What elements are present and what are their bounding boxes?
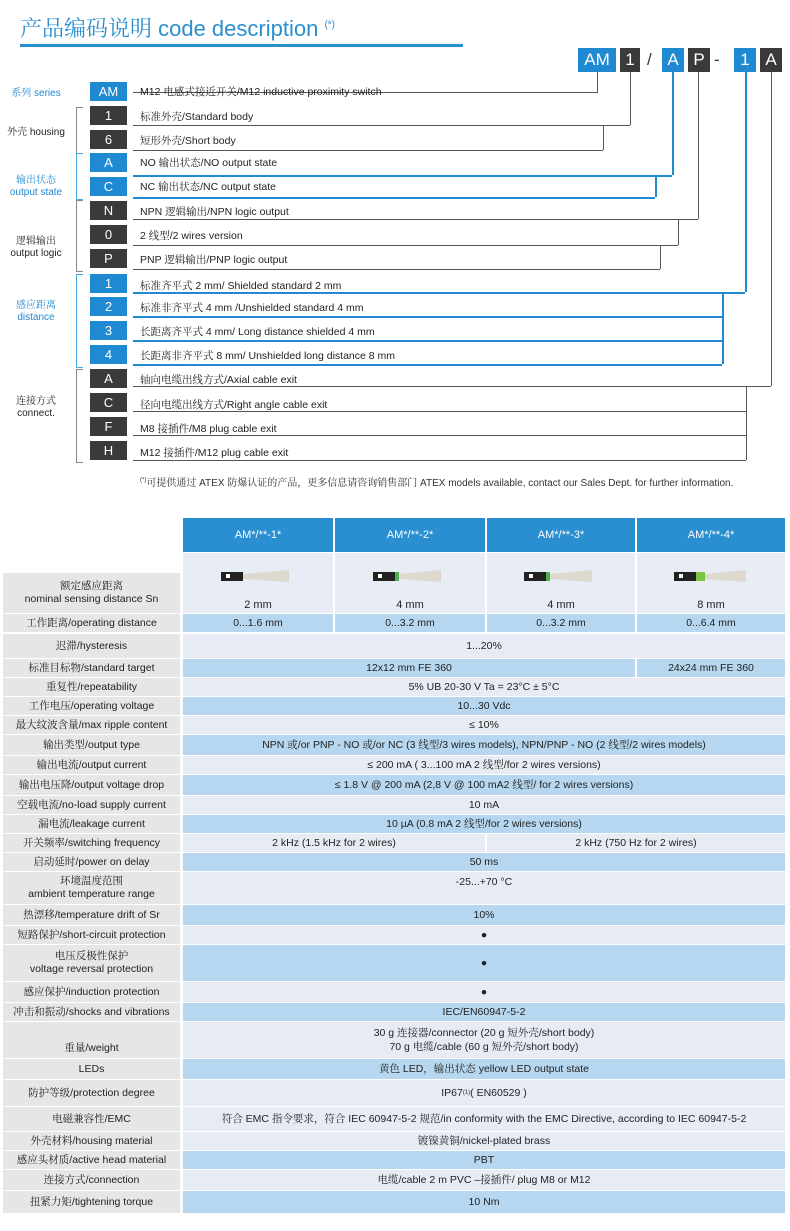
connector-distance-2-4 [722, 292, 724, 364]
code-output-state-box: A [662, 48, 684, 72]
protection-label: 防护等级/protection degree [3, 1080, 180, 1106]
drift-label: 热漂移/temperature drift of Sr [3, 905, 180, 925]
hysteresis-value: 1...20% [183, 634, 785, 658]
row-code-state-c: C [90, 177, 127, 196]
row-text-distance-2: 标准非齐平式 4 mm /Unshielded standard 4 mm [140, 302, 364, 314]
sensor-shielded-long-icon [522, 569, 600, 583]
row-line-distance-1 [133, 292, 745, 294]
housing-material-label: 外壳材料/housing material [3, 1132, 180, 1150]
sensing-cell-2 [335, 553, 485, 613]
noload-label: 空载电流/no-load supply current [3, 796, 180, 814]
emc-value: 符合 EMC 指令要求，符合 IEC 60947-5-2 规范/in conformity with the EMC Directive, according to IEC 60947-5-2 [183, 1107, 785, 1131]
torque-value: 10 Nm [183, 1191, 785, 1213]
sensor-unshielded-icon [371, 569, 449, 583]
voltage-label: 工作电压/operating voltage [3, 697, 180, 715]
ripple-label: 最大纹波含量/max ripple content [3, 716, 180, 734]
code-separator-slash: / [647, 50, 652, 69]
code-output-logic-box: P [688, 48, 710, 72]
output-type-value: NPN 或/or PNP - NO 或/or NC (3 线型/3 wires models), NPN/PNP - NO (2 线型/2 wires models) [183, 735, 785, 755]
row-line-housing-6 [133, 150, 603, 151]
leds-value: 黄色 LED，输出状态 yellow LED output state [183, 1059, 785, 1079]
group-label-output-logic: 逻辑输出 output logic [10, 236, 62, 259]
frequency-value-b: 2 kHz (750 Hz for 2 wires) [487, 834, 785, 852]
row-code-connect-f: F [90, 417, 127, 436]
repeatability-label: 重复性/repeatability [3, 678, 180, 696]
row-line-state-c [133, 197, 655, 199]
short-circuit-label: 短路保护/short-circuit protection [3, 926, 180, 944]
ripple-value: ≤ 10% [183, 716, 785, 734]
connector-distance-1 [745, 72, 747, 292]
bracket-output-state [76, 153, 83, 200]
bracket-housing [76, 107, 83, 154]
row-text-connect-a: 轴向电缆出线方式/Axial cable exit [140, 374, 297, 386]
code-distance-box: 1 [734, 48, 756, 72]
group-label-series: 系列 series [11, 88, 61, 99]
connector-housing-6 [603, 125, 604, 150]
sensing-distance-label: 额定感应距离 nominal sensing distance Sn [3, 573, 180, 613]
row-code-distance-3: 3 [90, 321, 127, 340]
leakage-value: 10 µA (0.8 mA 2 线型/for 2 wires versions) [183, 815, 785, 833]
connector-logic-p [660, 245, 661, 269]
column-header-2: AM*/**-2* [335, 518, 485, 552]
code-separator-dash: - [714, 50, 720, 69]
frequency-value-a: 2 kHz (1.5 kHz for 2 wires) [183, 834, 485, 852]
connector-series [597, 72, 598, 92]
row-code-connect-c: C [90, 393, 127, 412]
row-text-housing-1: 标准外壳/Standard body [140, 111, 254, 123]
page-title: 产品编码说明 code description (*) [20, 16, 336, 41]
row-text-logic-n: NPN 逻辑输出/NPN logic output [140, 206, 289, 218]
bracket-output-logic [76, 200, 83, 272]
head-material-value: PBT [183, 1151, 785, 1169]
row-text-connect-h: M12 接插件/M12 plug cable exit [140, 447, 289, 459]
sensing-value-2: 4 mm [396, 599, 424, 611]
row-line-connect-c [133, 411, 746, 412]
reversal-label: 电压反极性保护 voltage reversal protection [3, 945, 180, 981]
protection-value: IP67 (1) ( EN60529 ) [183, 1080, 785, 1106]
induction-value: ● [183, 982, 785, 1002]
connector-connect-c-h [746, 386, 747, 460]
sensor-unshielded-long-icon [672, 569, 750, 583]
row-code-distance-2: 2 [90, 297, 127, 316]
code-series-box: AM [578, 48, 616, 72]
repeatability-value: 5% UB 20-30 V Ta = 23°C ± 5°C [183, 678, 785, 696]
operating-value-1: 0...1.6 mm [183, 614, 333, 632]
delay-value: 50 ms [183, 853, 785, 871]
bracket-distance [76, 274, 83, 368]
hysteresis-label: 迟滞/hysteresis [3, 634, 180, 658]
reversal-value: ● [183, 945, 785, 981]
sensing-cell-1 [183, 553, 333, 613]
head-material-label: 感应头材质/active head material [3, 1151, 180, 1169]
connector-logic-0 [678, 219, 679, 245]
connector-logic-n [698, 72, 699, 219]
operating-value-2: 0...3.2 mm [335, 614, 485, 632]
row-text-distance-3: 长距离齐平式 4 mm/ Long distance shielded 4 mm [140, 326, 375, 338]
noload-value: 10 mA [183, 796, 785, 814]
column-header-3: AM*/**-3* [487, 518, 635, 552]
torque-label: 扭紧力矩/tightening torque [3, 1191, 180, 1213]
target-label: 标准目标物/standard target [3, 659, 180, 677]
row-text-housing-6: 短形外壳/Short body [140, 135, 236, 147]
title-underline [20, 44, 463, 47]
row-code-logic-n: N [90, 201, 127, 220]
row-code-logic-p: P [90, 249, 127, 268]
row-line-connect-h [133, 460, 746, 461]
group-label-connect: 连接方式 connect. [16, 396, 56, 419]
sensing-value-3: 4 mm [547, 599, 575, 611]
sensing-cell-3 [487, 553, 635, 613]
row-line-logic-n [133, 219, 698, 220]
shocks-label: 冲击和振动/shocks and vibrations [3, 1003, 180, 1021]
footnote: (*)可提供通过 ATEX 防爆认证的产品，更多信息请咨询销售部门 ATEX models available, contact our Sales Dept. for further information. [140, 477, 734, 489]
bracket-connect [76, 369, 83, 463]
weight-value: 30 g 连接器/connector (20 g 短外壳/short body) 70 g 电缆/cable (60 g 短外壳/short body) [183, 1022, 785, 1058]
row-code-connect-h: H [90, 441, 127, 460]
row-text-state-a: NO 输出状态/NO output state [140, 157, 278, 169]
row-code-logic-0: 0 [90, 225, 127, 244]
connector-state-c [655, 175, 657, 197]
group-label-housing: 外壳 housing [7, 127, 65, 138]
target-value-b: 24x24 mm FE 360 [637, 659, 785, 677]
operating-value-3: 0...3.2 mm [487, 614, 635, 632]
row-text-connect-c: 径向电缆出线方式/Right angle cable exit [140, 399, 328, 411]
ambient-value: -25...+70 °C [183, 872, 785, 904]
code-connect-box: A [760, 48, 782, 72]
shocks-value: IEC/EN60947-5-2 [183, 1003, 785, 1021]
row-line-state-a [133, 175, 672, 177]
sensing-value-1: 2 mm [244, 599, 272, 611]
row-text-distance-4: 长距离非齐平式 8 mm/ Unshielded long distance 8 mm [140, 350, 395, 362]
target-value-a: 12x12 mm FE 360 [183, 659, 635, 677]
connector-connect-a [771, 72, 772, 386]
ambient-label: 环境温度范围 ambient temperature range [3, 872, 180, 904]
row-code-state-a: A [90, 153, 127, 172]
row-text-connect-f: M8 接插件/M8 plug cable exit [140, 423, 277, 435]
row-text-state-c: NC 输出状态/NC output state [140, 181, 276, 193]
weight-label: 重量/weight [3, 1022, 180, 1058]
sensing-value-4: 8 mm [697, 599, 725, 611]
row-line-logic-p [133, 269, 660, 270]
row-code-am: AM [90, 82, 127, 101]
operating-value-4: 0...6.4 mm [637, 614, 785, 632]
leakage-label: 漏电流/leakage current [3, 815, 180, 833]
emc-label: 电磁兼容性/EMC [3, 1107, 180, 1131]
group-label-distance: 感应距离 distance [16, 300, 56, 323]
leds-label: LEDs [3, 1059, 180, 1079]
row-code-connect-a: A [90, 369, 127, 388]
row-code-distance-1: 1 [90, 274, 127, 293]
row-code-distance-4: 4 [90, 345, 127, 364]
operating-distance-label: 工作距离/operating distance [3, 614, 180, 632]
row-line-housing-1 [133, 125, 630, 126]
connection-label: 连接方式/connection [3, 1170, 180, 1190]
output-current-value: ≤ 200 mA ( 3...100 mA 2 线型/for 2 wires versions) [183, 756, 785, 774]
voltage-drop-value: ≤ 1.8 V @ 200 mA (2,8 V @ 100 mA2 线型/ for 2 wires versions) [183, 775, 785, 795]
induction-label: 感应保护/induction protection [3, 982, 180, 1002]
row-line-distance-4 [133, 364, 722, 366]
row-line-logic-0 [133, 245, 678, 246]
title-mark: (*) [324, 19, 336, 31]
connection-value: 电缆/cable 2 m PVC –接插件/ plug M8 or M12 [183, 1170, 785, 1190]
sensing-cell-4 [637, 553, 785, 613]
frequency-label: 开关频率/switching frequency [3, 834, 180, 852]
column-header-4: AM*/**-4* [637, 518, 785, 552]
row-line-distance-3 [133, 340, 722, 342]
row-code-housing-6: 6 [90, 130, 127, 149]
housing-material-value: 镀镍黄铜/nickel-plated brass [183, 1132, 785, 1150]
voltage-value: 10...30 Vdc [183, 697, 785, 715]
row-code-housing-1: 1 [90, 106, 127, 125]
row-text-logic-0: 2 线型/2 wires version [140, 230, 243, 242]
output-current-label: 输出电流/output current [3, 756, 180, 774]
row-line-connect-f [133, 435, 746, 436]
code-housing-box: 1 [620, 48, 640, 72]
output-type-label: 输出类型/output type [3, 735, 180, 755]
row-text-am: M12 电感式接近开关/M12 inductive proximity switch [140, 86, 382, 98]
voltage-drop-label: 输出电压降/output voltage drop [3, 775, 180, 795]
sensor-shielded-icon [219, 569, 297, 583]
group-label-output-state: 输出状态 output state [9, 175, 63, 198]
row-text-distance-1: 标准齐平式 2 mm/ Shielded standard 2 mm [140, 280, 342, 292]
delay-label: 启动延时/power on delay [3, 853, 180, 871]
row-line-distance-2 [133, 316, 722, 318]
connector-housing-1 [630, 72, 631, 125]
column-header-1: AM*/**-1* [183, 518, 333, 552]
row-text-logic-p: PNP 逻辑输出/PNP logic output [140, 254, 288, 266]
connector-state-a [672, 72, 674, 175]
drift-value: 10% [183, 905, 785, 925]
short-circuit-value: ● [183, 926, 785, 944]
row-line-connect-a [133, 386, 771, 387]
